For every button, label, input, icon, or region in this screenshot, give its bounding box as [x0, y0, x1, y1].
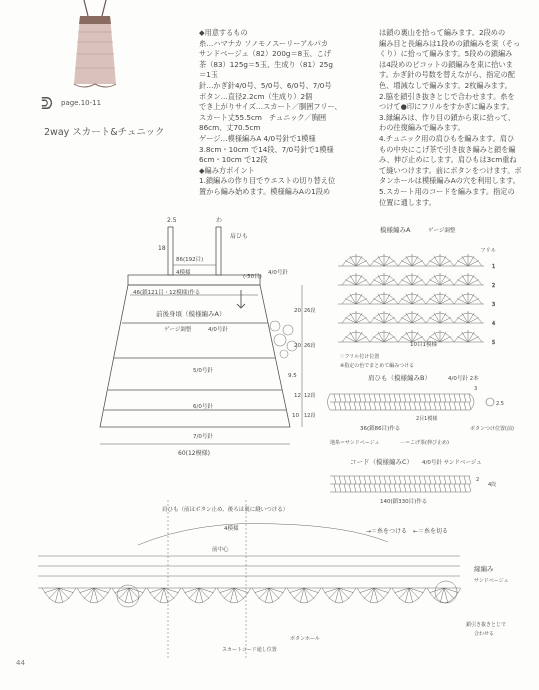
stitch-mark	[394, 484, 396, 492]
hook-top: 4/0号針	[268, 270, 288, 276]
pattern-4-label: 4模様	[176, 270, 191, 276]
stitch-mark	[349, 402, 351, 410]
stitch-mark	[384, 402, 386, 410]
stitch-mark	[429, 394, 431, 402]
frill-label: フリル	[480, 248, 497, 254]
stitch-mark	[374, 476, 376, 484]
edging-scallop	[322, 588, 356, 603]
stitch-mark	[439, 476, 441, 484]
method-line: くり）に拾って編みます。5段めの鎖編み	[379, 49, 513, 59]
stitch-mark	[404, 402, 406, 410]
materials-line: 糸…ハマナカ ソノモノスーリーアルパカ	[199, 38, 329, 48]
edging-scallop	[182, 588, 216, 603]
method-line: 4.チュニック用の肩ひもを編みます。肩ひ	[379, 133, 515, 143]
stitch-mark	[334, 476, 336, 484]
edging-center: 前中心	[212, 547, 229, 553]
pattern-b-title: 肩ひも（模様編みB）	[368, 374, 431, 382]
pattern-b-hook: 4/0号針 2本	[448, 376, 479, 382]
stitch-mark	[394, 394, 396, 402]
stitch-mark	[344, 484, 346, 492]
stitch-mark	[389, 402, 391, 410]
stitch-mark	[344, 394, 346, 402]
stitch-mark	[359, 484, 361, 492]
method-line: て縫いつけます。前にボタンをつけます。ボ	[379, 165, 522, 175]
stitch-mark	[399, 394, 401, 402]
materials-line: でき上がりサイズ…スカート／胴囲フリー、	[199, 102, 342, 112]
row-number: 1	[492, 264, 496, 270]
method-line: タンホールは模様編みAの穴を利用します。	[379, 176, 520, 186]
stitch-mark	[339, 476, 341, 484]
materials-line: サンドベージュ（82）200g＝8玉、こげ	[199, 49, 331, 59]
stitch-mark	[439, 402, 441, 410]
page-number: 44	[16, 659, 25, 667]
join-note-1: 鎖引き抜きとじで	[466, 622, 507, 628]
stitch-mark	[414, 394, 416, 402]
row-number: 3	[492, 302, 496, 308]
edging-chart	[28, 500, 539, 670]
stitch-mark	[369, 394, 371, 402]
stitch-mark	[379, 402, 381, 410]
stitch-mark	[389, 484, 391, 492]
stitch-mark	[434, 484, 436, 492]
side-row-1: 26段	[304, 308, 316, 314]
hook-label-4: 7/0号針	[193, 434, 213, 440]
stitch-mark	[469, 484, 471, 492]
pattern-c-width: 140(鎖330目)作る	[380, 499, 428, 505]
stitch-mark	[419, 476, 421, 484]
pattern-b-side2: 2.5	[496, 401, 504, 407]
stitch-mark	[414, 402, 416, 410]
stitch-mark	[379, 476, 381, 484]
stitch-mark	[429, 476, 431, 484]
side-dim-4: 10	[292, 413, 299, 419]
body-schematic	[30, 212, 330, 472]
stitch-mark	[454, 484, 456, 492]
stitch-mark	[444, 394, 446, 402]
stitch-mark	[339, 484, 341, 492]
materials-line: ボタン…直径2.2cm（生成り）2個	[199, 91, 313, 101]
pattern-b-repeat: 2目1模様	[416, 416, 438, 422]
pattern-b-button: ボタンつけ位置(前)	[470, 426, 514, 432]
stitch-mark	[344, 476, 346, 484]
stitch-mark	[359, 476, 361, 484]
stitch-mark	[419, 394, 421, 402]
materials-line: 1.鎖編みの作り目でウエストの切り替え位	[199, 176, 336, 186]
stitch-mark	[444, 476, 446, 484]
stitch-mark	[409, 402, 411, 410]
edging-scallop	[287, 588, 321, 603]
row-number: 5	[492, 340, 496, 346]
strap-label: 肩ひも	[230, 233, 249, 240]
pattern-b-color2: －＝こげ茶(伸び止め)	[400, 440, 449, 446]
stitch-mark	[334, 484, 336, 492]
stitch-mark	[384, 476, 386, 484]
pattern-a-note2: ※指定の色でまとめて編みつける	[340, 363, 415, 369]
edging-pattern4: 4模様	[224, 526, 239, 532]
pattern-b-chart	[320, 372, 532, 450]
strap-width-left: 2.5	[167, 217, 177, 224]
method-line: は4段めのピコットの鎖編みを束に拾いま	[379, 59, 513, 69]
stitch-mark	[429, 484, 431, 492]
pattern-a-note1: ♡フリル付け位置	[340, 354, 380, 360]
pattern-mark-icon: ᕲ	[41, 94, 53, 113]
stitch-mark	[464, 484, 466, 492]
pattern-a-title: 模様編みA	[380, 226, 411, 234]
stitch-mark	[424, 402, 426, 410]
stitch-mark	[369, 476, 371, 484]
stitch-mark	[364, 476, 366, 484]
hook-label-3: 6/0号針	[193, 404, 213, 410]
materials-line: スカート丈55.5cm チュニック／胸囲	[199, 112, 327, 122]
stitch-mark	[389, 394, 391, 402]
stitch-mark	[359, 402, 361, 410]
stitch-mark	[399, 484, 401, 492]
edging-scallop	[77, 588, 111, 603]
stitch-mark	[404, 476, 406, 484]
stitch-mark	[434, 402, 436, 410]
materials-line: 茶（83）125g＝5玉、生成り（81）25g	[199, 59, 333, 69]
stitch-mark	[399, 402, 401, 410]
method-line: す。かぎ針の号数を替えながら、指定の配	[379, 70, 515, 80]
stitch-mark	[349, 394, 351, 402]
edging-scallop	[357, 588, 391, 603]
stitch-mark	[449, 402, 451, 410]
materials-line: 3.8cm・10cm で14段、7/0号針で1模様	[199, 144, 334, 154]
stitch-mark	[344, 402, 346, 410]
materials-line: ◆用意するもの	[199, 28, 248, 37]
edging-title: 縁編み	[474, 565, 494, 573]
stitch-mark	[339, 402, 341, 410]
join-note-2: 合わせる	[474, 631, 495, 637]
pattern-c-height: 2	[476, 477, 480, 483]
stitch-mark	[394, 402, 396, 410]
edging-scallop	[42, 588, 76, 603]
stitch-mark	[334, 402, 336, 410]
edging-scallop	[147, 588, 181, 603]
stitch-mark	[334, 394, 336, 402]
buttonhole-label: ボタンホール	[290, 636, 320, 642]
hook-label-2: 5/0号針	[193, 368, 213, 374]
arrow-down-icon	[237, 290, 245, 308]
legend-thread: →＝糸をつける ←＝糸を切る	[366, 528, 449, 535]
stitch-mark	[449, 476, 451, 484]
stitch-mark	[419, 402, 421, 410]
hook-label-1: 4/0号針	[208, 327, 228, 333]
materials-line: ◆編み方ポイント	[199, 165, 255, 175]
edging-scallop	[252, 588, 286, 603]
edging-scallop	[427, 588, 461, 603]
stitch-mark	[444, 402, 446, 410]
method-line: は鎖の裏山を拾って編みます。2段めの	[379, 28, 506, 37]
stitch-mark	[354, 402, 356, 410]
side-dim-1: 20	[294, 308, 301, 314]
method-line: わの往復編みで編みます。	[379, 123, 465, 133]
stitch-mark	[459, 394, 461, 402]
stitch-mark	[404, 484, 406, 492]
stitch-mark	[464, 402, 466, 410]
method-line: 5.スカート用のコードを編みます。指定の	[379, 186, 515, 196]
body-title: 前後身頃（模様編みA）	[156, 310, 226, 318]
method-line: 2.脇を鎖引き抜きとじで合わせます。糸を	[379, 91, 515, 101]
side-dim-2: 20	[294, 343, 301, 349]
pattern-c-title: コード（模様編みC）	[350, 458, 414, 466]
side-row-3: 12段	[304, 393, 316, 399]
stitch-mark	[454, 476, 456, 484]
stitch-mark	[449, 484, 451, 492]
method-line: 位置に通します。	[379, 197, 436, 207]
materials-line: 針…かぎ針4/0号、5/0号、6/0号、7/0号	[199, 80, 332, 90]
side-dim-3: 12	[294, 393, 301, 399]
stitch-mark	[349, 476, 351, 484]
stitch-mark	[414, 484, 416, 492]
stitch-mark	[434, 394, 436, 402]
stitch-mark	[409, 394, 411, 402]
stitch-mark	[409, 484, 411, 492]
edging-scallop	[112, 588, 146, 603]
pattern-title: 2way スカート&チュニック	[44, 127, 165, 138]
stitch-mark	[354, 484, 356, 492]
garment-photo	[64, 0, 124, 90]
materials-line: 86cm、丈70.5cm	[199, 123, 261, 133]
gauge-label: ゲージ調整	[164, 327, 192, 333]
method-line: 3.縁編みは、作り目の鎖から束に拾って、	[379, 112, 516, 122]
stitch-mark	[469, 394, 471, 402]
side-row-2: 26段	[304, 343, 316, 349]
row-number: 4	[492, 321, 496, 327]
stitch-mark	[359, 394, 361, 402]
method-line: もの中央にこげ茶で引き抜き編みと鎖を編	[379, 144, 516, 154]
stitch-mark	[424, 476, 426, 484]
stitch-mark	[404, 394, 406, 402]
page-ref: page.10-11	[61, 99, 102, 107]
stitch-mark	[469, 402, 471, 410]
pattern-a-chart	[320, 222, 532, 370]
stitch-mark	[429, 402, 431, 410]
stitch-mark	[434, 476, 436, 484]
stitch-mark	[464, 394, 466, 402]
cord-label: スカートコード通し位置	[222, 647, 277, 653]
stitch-mark	[364, 484, 366, 492]
stitch-mark	[444, 484, 446, 492]
stitch-mark	[384, 484, 386, 492]
method-column	[379, 28, 522, 208]
stitch-mark	[369, 402, 371, 410]
stitch-mark	[454, 402, 456, 410]
method-line: 色、増減なしで編みます。2枚編みます。	[379, 80, 512, 90]
stitch-mark	[464, 476, 466, 484]
stitch-mark	[454, 394, 456, 402]
stitch-mark	[364, 394, 366, 402]
stitch-mark	[469, 476, 471, 484]
edging-scallop	[392, 588, 426, 603]
stitch-mark	[374, 484, 376, 492]
stitch-mark	[414, 476, 416, 484]
stitch-mark	[339, 394, 341, 402]
stitch-mark	[439, 394, 441, 402]
row-number: 2	[492, 283, 496, 289]
stitch-mark	[369, 484, 371, 492]
stitch-mark	[459, 476, 461, 484]
pattern-a-repeat: 10目1模様	[410, 342, 437, 348]
stitch-mark	[459, 402, 461, 410]
pattern-b-side: 3	[474, 386, 478, 392]
stitch-mark	[379, 484, 381, 492]
stitch-mark	[419, 484, 421, 492]
materials-line: ゲージ…模様編みA 4/0号針で1模様	[199, 133, 316, 143]
stitch-mark	[364, 402, 366, 410]
strap-stitches: 86(192目)	[176, 257, 204, 263]
stitch-mark	[439, 484, 441, 492]
stitch-mark	[394, 476, 396, 484]
pattern-c-hook: 4/0号針 サンドベージュ	[422, 460, 482, 466]
side-small: 9.5	[288, 373, 297, 379]
minus-stitches: (-50目)	[243, 274, 262, 280]
method-line: 編み目と長編みは1段めの鎖編みを束（そっ	[379, 38, 521, 48]
stitch-mark	[459, 484, 461, 492]
strap-width-right: わ	[216, 217, 223, 224]
materials-line: ＝1玉	[199, 70, 218, 80]
side-row-4: 12段	[304, 413, 316, 419]
pattern-b-color: 地糸＝サンドベージュ	[330, 440, 380, 446]
stitch-mark	[449, 394, 451, 402]
pattern-c-rows: 4段	[488, 482, 497, 488]
stitch-mark	[354, 394, 356, 402]
stitch-mark	[384, 394, 386, 402]
method-line: み、伸び止めにします。肩ひもは3cm重ね	[379, 155, 517, 165]
materials-column	[199, 28, 342, 198]
materials-line: 置から編み始めます。模様編みAの1段め	[199, 186, 331, 196]
button-icon	[486, 398, 494, 406]
stitch-mark	[409, 476, 411, 484]
stitch-mark	[424, 394, 426, 402]
pattern-a-gauge: ゲージ調整	[428, 228, 456, 234]
stitch-mark	[354, 476, 356, 484]
stitch-mark	[374, 402, 376, 410]
stitch-mark	[374, 394, 376, 402]
strap-height: 18	[158, 245, 166, 252]
waist-label: 46(鎖121目・12模様)作る	[133, 290, 201, 296]
stitch-mark	[424, 484, 426, 492]
method-line: つけて●印にフリルをすかぎに編みます。	[379, 102, 514, 112]
stitch-mark	[379, 394, 381, 402]
stitch-mark	[349, 484, 351, 492]
edging-color: サンドベージュ	[474, 578, 509, 584]
stitch-mark	[389, 476, 391, 484]
pattern-b-width: 36(鎖86目)作る	[360, 426, 401, 432]
stitch-mark	[399, 476, 401, 484]
edging-strap-note: 肩ひも（前はボタン止め、後ろは裏に縫いつける）	[162, 507, 289, 513]
bottom-width: 60(12模様)	[178, 450, 210, 457]
materials-line: 6cm・10cm で12段	[199, 155, 268, 165]
